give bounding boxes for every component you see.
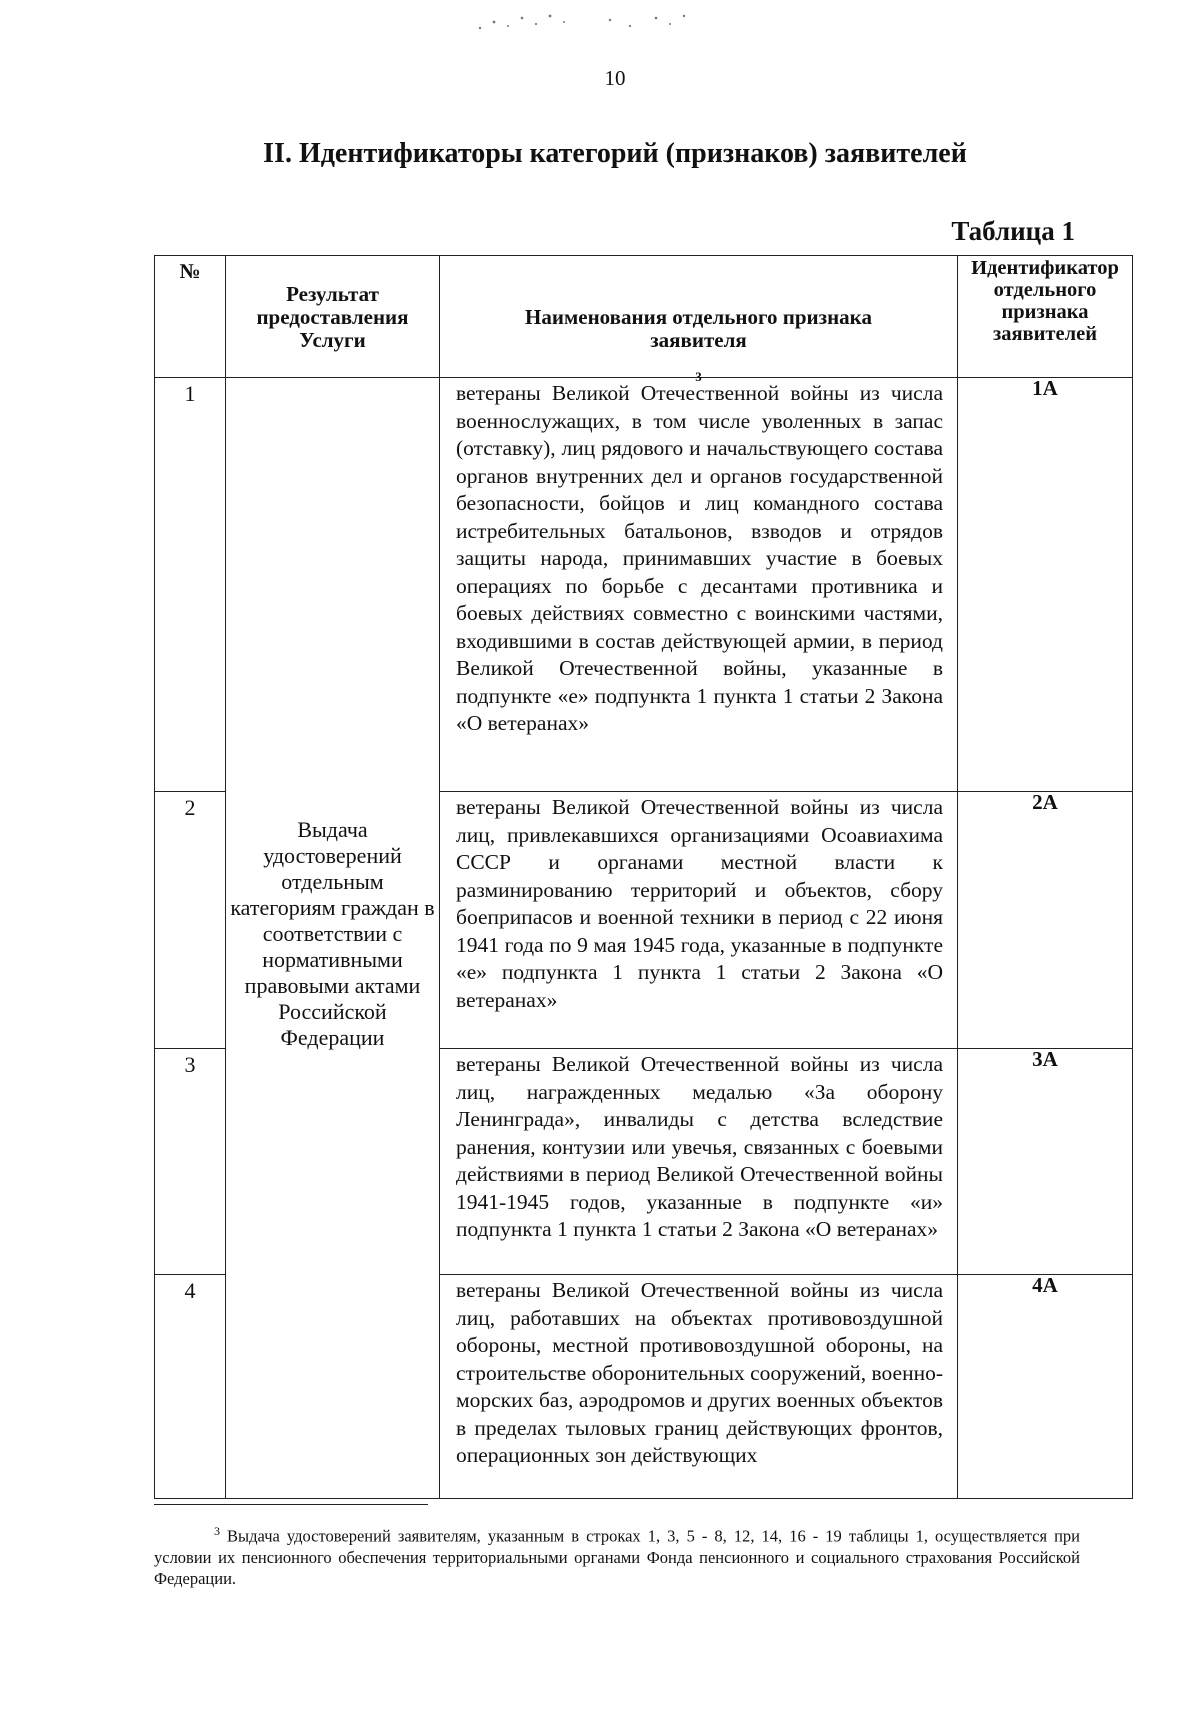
row-num: 2 — [155, 792, 226, 1049]
row-text — [440, 1275, 958, 1499]
scan-noise-mark — [470, 6, 770, 36]
row-text: ветераны Великой Отечественной войны из числа лиц, привлекавшихся организациями Осоавиахима СССР и органами местной власти к разминированию территорий и объектов, сбору боеприпасов и военной техники в период с 22 июня 1941 года по 9 мая 1945 года, указанные в подпункте «е» подпункта 1 пункта 1 статьи 2 Закона «О ветеранах» — [440, 792, 958, 1049]
row-num: 3 — [155, 1049, 226, 1275]
footnote-marker: 3 — [214, 1524, 220, 1538]
result-cell — [226, 378, 440, 1499]
row-num: 4 — [155, 1275, 226, 1499]
page-number: 10 — [604, 66, 626, 90]
header-name-text: Наименования отдельного признака заявителя — [525, 305, 872, 352]
header-name — [440, 256, 958, 384]
header-name-footnote-ref: 3 — [695, 369, 702, 384]
header-result: Результат предоставления Услуги — [226, 256, 440, 378]
section-title: II. Идентификаторы категорий (признаков) заявителей — [263, 138, 967, 169]
applicant-categories-table — [154, 255, 1133, 1499]
table-label: Таблица 1 — [951, 216, 1075, 246]
result-text: Выдача удостоверений отдельным категориям граждан в соответствии с нормативными правовыми актами Российской Федерации — [230, 817, 435, 1050]
footnote — [154, 1521, 1080, 1589]
row-id: 3А — [958, 1049, 1133, 1275]
table-header-row — [155, 256, 1133, 378]
row-num: 1 — [155, 378, 226, 792]
row-id: 1А — [958, 378, 1133, 792]
row-id: 2А — [958, 792, 1133, 1049]
header-num: № — [155, 256, 226, 378]
row-id: 4А — [958, 1275, 1133, 1499]
row-text-content: ветераны Великой Отечественной войны из числа лиц, работавших на объектах противовоздушной обороны, местной противовоздушной обороны, на строительстве оборонительных сооружений, военно-морских баз, аэродромов и других военных объектов в пределах тыловых границ действующих фронтов, операционных зон действующих — [456, 1278, 943, 1467]
table-row — [155, 378, 1133, 792]
footnote-text: Выдача удостоверений заявителям, указанным в строках 1, 3, 5 - 8, 12, 14, 16 - 19 таблицы 1, осуществляется при условии их пенсионного обеспечения территориальными органами Фонда пенсионного и социального страхования Российской Федерации. — [154, 1526, 1080, 1588]
row-text: ветераны Великой Отечественной войны из числа лиц, награжденных медалью «За оборону Ленинграда», инвалиды с детства вследствие ранения, контузии или увечья, связанных с боевыми действиями в период Великой Отечественной войны 1941-1945 годов, указанные в подпункте «и» подпункта 1 пункта 1 статьи 2 Закона «О ветеранах» — [440, 1049, 958, 1275]
header-id: Идентификатор отдельного признака заявителей — [958, 256, 1133, 378]
footnote-divider — [154, 1504, 428, 1505]
row-text: ветераны Великой Отечественной войны из числа военнослужащих, в том числе уволенных в запас (отставку), лиц рядового и начальствующего состава органов внутренних дел и органов государственной безопасности, бойцов и лиц командного состава истребительных батальонов, взводов и отрядов защиты народа, принимавших участие в боевых операциях по борьбе с десантами противника и боевых действиях совместно с воинскими частями, входившими в состав действующей армии, в период Великой Отечественной войны, указанные в подпункте «е» подпункта 1 пункта 1 статьи 2 Закона «О ветеранах» — [440, 378, 958, 792]
